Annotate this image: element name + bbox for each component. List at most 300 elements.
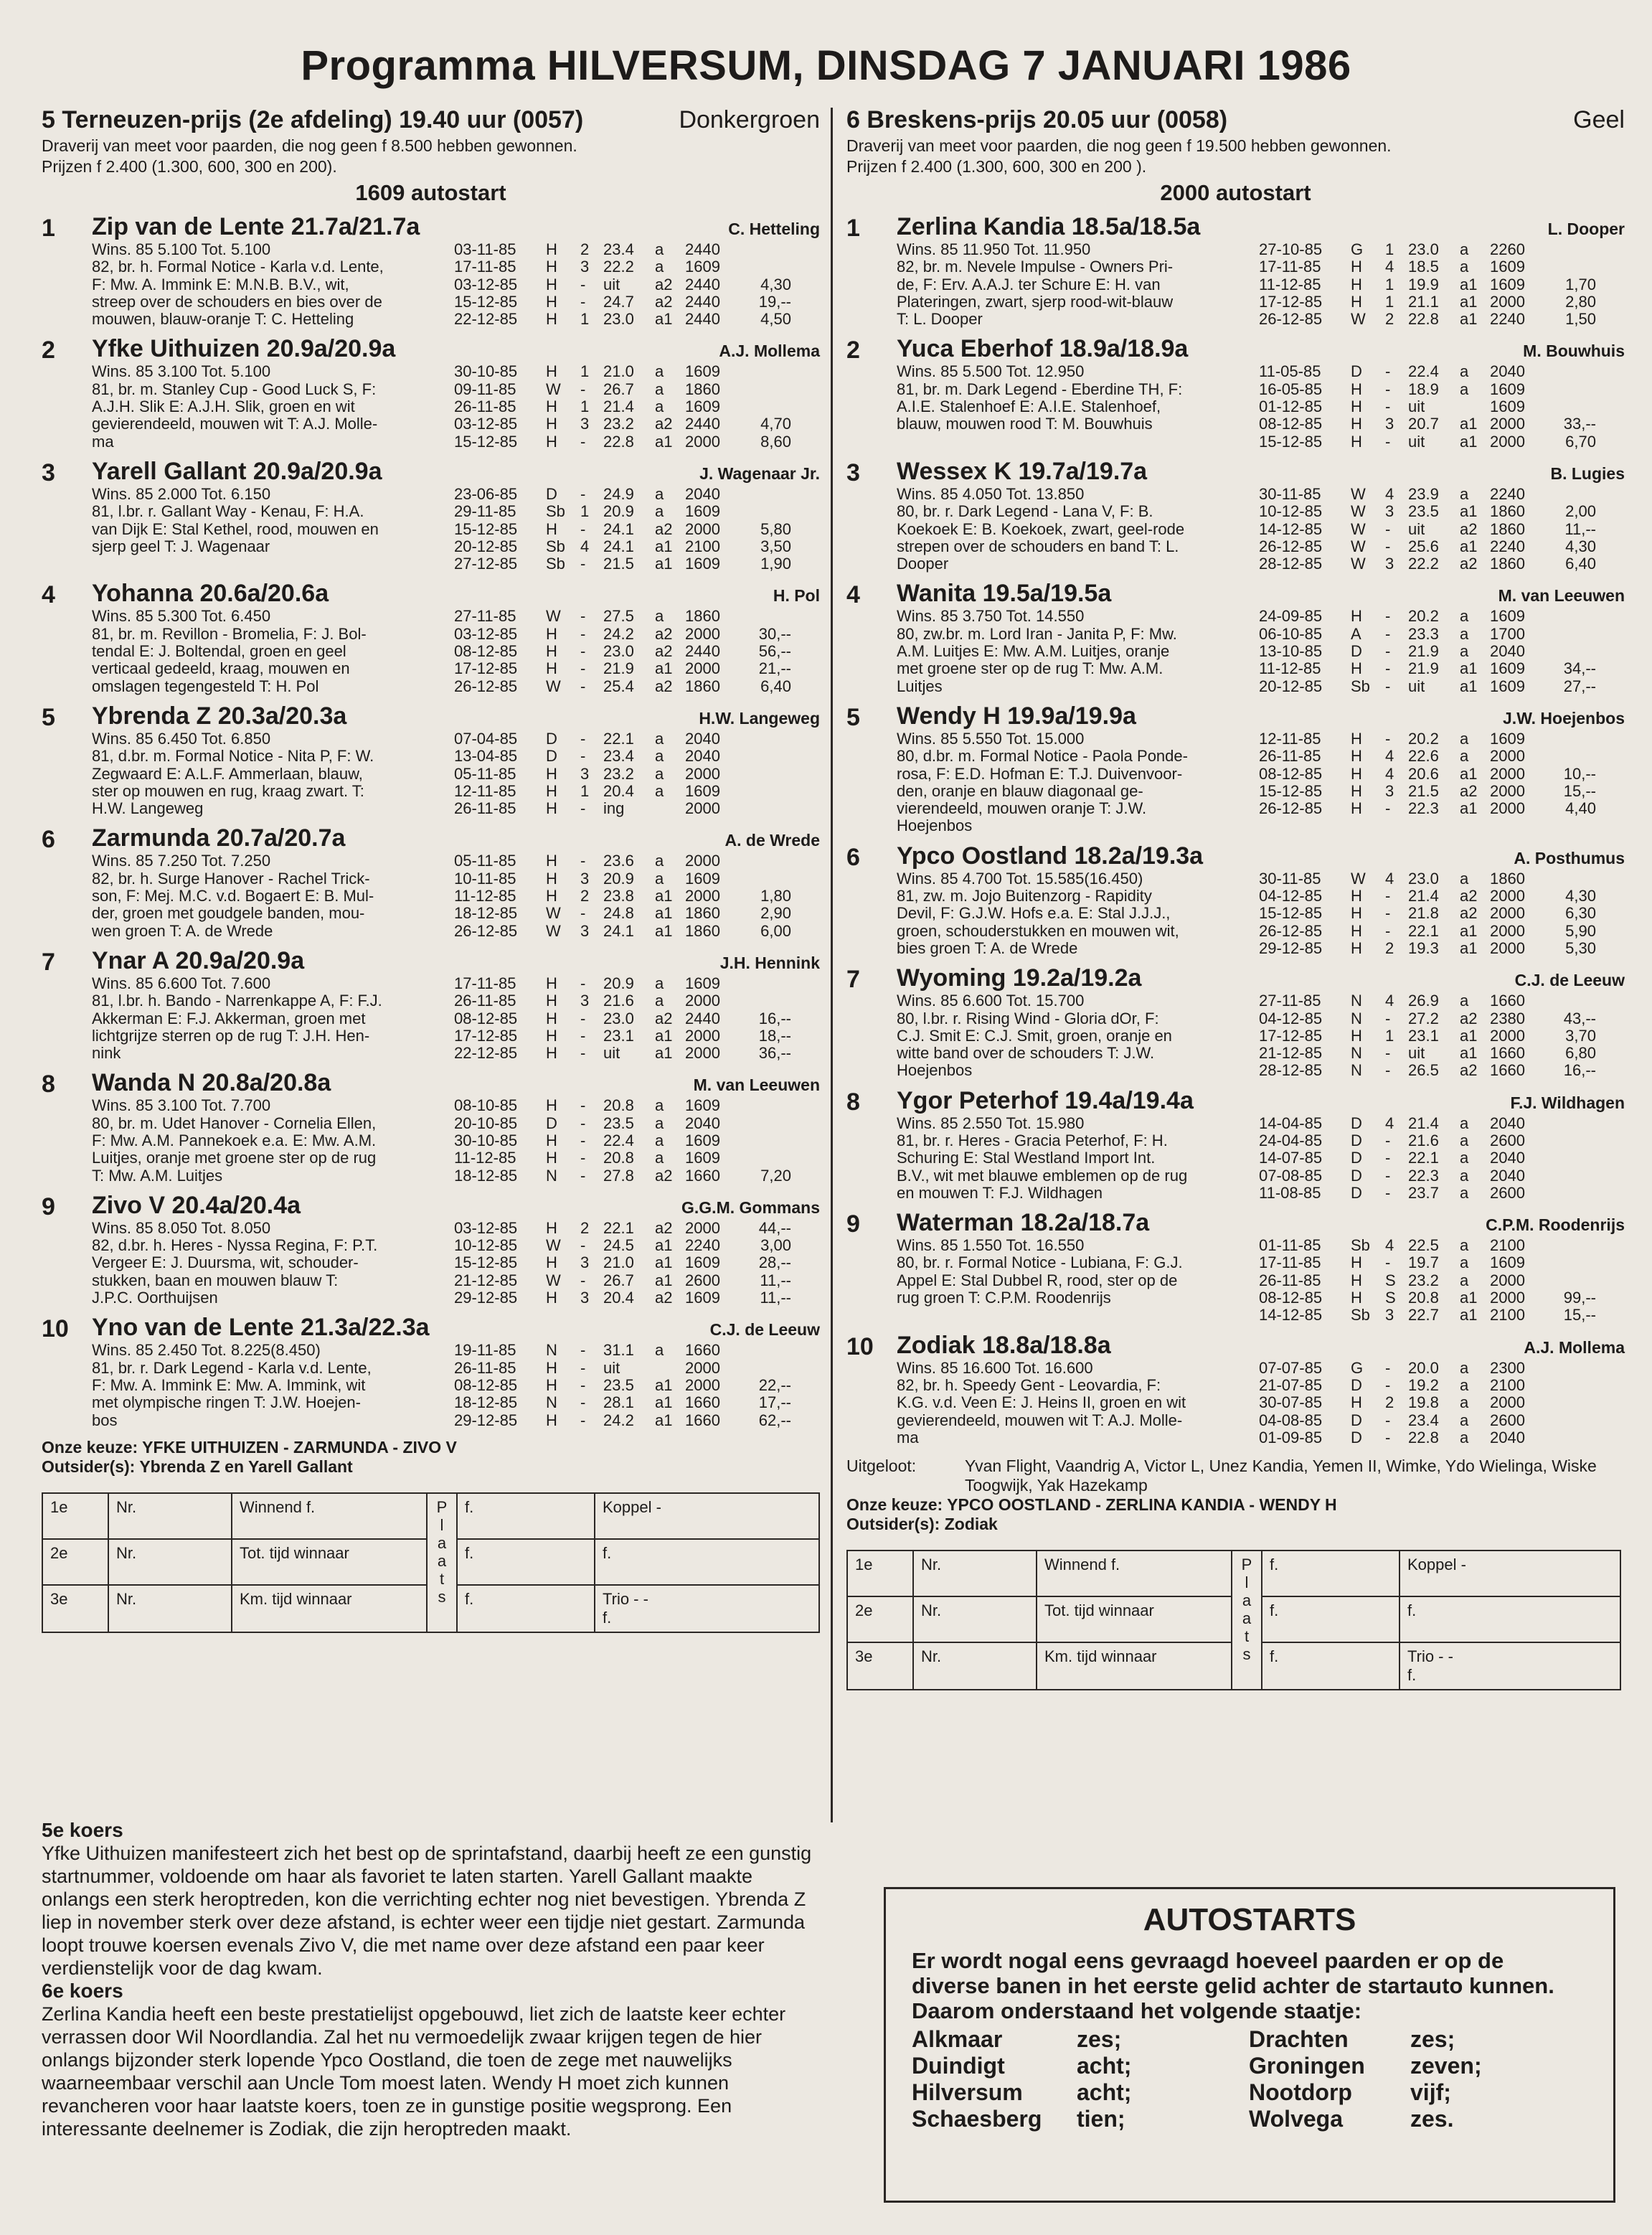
result-cell: 26-12-85 xyxy=(1259,537,1323,555)
result-cell: - xyxy=(580,974,586,992)
result-cell: 10-12-85 xyxy=(1259,502,1323,521)
place-cell: 2e xyxy=(42,1539,108,1585)
result-cell: a xyxy=(1460,1166,1469,1185)
result-cell: 3,50 xyxy=(760,537,791,555)
result-cell: 1660 xyxy=(685,1341,720,1360)
result-cell: - xyxy=(580,292,586,311)
result-cell: a1 xyxy=(655,1026,673,1045)
horse-content xyxy=(92,1342,820,1429)
horse-content xyxy=(92,975,820,1062)
horse-info-line: lichtgrijze sterren op de rug T: J.H. Hen- xyxy=(92,1026,370,1045)
result-cell: - xyxy=(1385,677,1391,695)
extra-label: Trio - - xyxy=(603,1589,648,1608)
result-cell: 26-11-85 xyxy=(454,992,516,1010)
autostarts-title: AUTOSTARTS xyxy=(1143,1902,1356,1937)
horse-results xyxy=(1259,608,1625,695)
result-row xyxy=(454,1360,820,1377)
extra-cell xyxy=(1400,1551,1620,1596)
result-cell: 07-04-85 xyxy=(454,729,518,748)
result-cell: a xyxy=(655,869,664,888)
result-row xyxy=(454,276,820,293)
result-cell: H xyxy=(1351,799,1362,818)
result-cell: 2000 xyxy=(685,992,720,1010)
horse-body xyxy=(92,335,820,450)
result-cell xyxy=(1546,1412,1596,1429)
horse-number: 3 xyxy=(42,458,55,486)
result-cell: 2000 xyxy=(1490,1289,1525,1307)
result-row xyxy=(454,888,820,905)
extra-label: Koppel - xyxy=(1407,1556,1466,1574)
result-cell: H xyxy=(1351,292,1362,311)
horse-trainer: M. van Leeuwen xyxy=(693,1076,820,1095)
result-cell: 22-12-85 xyxy=(454,1044,518,1063)
result-row xyxy=(454,766,820,783)
plaats-letter: a xyxy=(437,1533,447,1552)
result-cell: 26-11-85 xyxy=(454,799,516,818)
result-cell: 19.2 xyxy=(1408,1375,1439,1394)
result-cell: 2040 xyxy=(1490,1428,1525,1446)
result-cell: D xyxy=(1351,642,1362,661)
horse-top xyxy=(92,213,820,241)
horse-name: Ynar A 20.9a/20.9a xyxy=(92,946,305,974)
horse-entry xyxy=(42,702,820,817)
result-row xyxy=(1259,1045,1625,1062)
result-cell: 27,-- xyxy=(1563,677,1596,695)
result-cell: 1,50 xyxy=(1565,310,1596,329)
result-cell: 4,30 xyxy=(1565,887,1596,905)
result-cell: - xyxy=(1385,659,1391,678)
result-cell: a xyxy=(1460,1149,1469,1167)
result-cell: - xyxy=(580,484,586,503)
result-cell: 1609 xyxy=(685,974,720,992)
horse-info-line: Wins. 85 11.950 Tot. 11.950 xyxy=(897,240,1091,258)
result-cell: a xyxy=(1460,362,1469,381)
result-cell: 4 xyxy=(1385,1236,1394,1255)
race-color: Geel xyxy=(1573,106,1625,133)
result-cell: 1609 xyxy=(685,502,720,521)
horse-body xyxy=(897,580,1625,695)
horse-top xyxy=(897,213,1625,241)
horse-entry xyxy=(846,335,1625,450)
result-cell: 1609 xyxy=(1490,1253,1525,1272)
result-cell: 22.1 xyxy=(1408,921,1439,940)
result-cell: a1 xyxy=(655,1375,673,1394)
race-distance: 1609 autostart xyxy=(355,180,506,205)
result-cell: 03-12-85 xyxy=(454,1218,518,1237)
nr-cell: Nr. xyxy=(913,1596,1037,1642)
result-cell: 2000 xyxy=(1490,747,1525,766)
result-cell: 6,40 xyxy=(1565,555,1596,573)
result-row xyxy=(1259,888,1625,905)
result-cell: a xyxy=(655,1114,664,1132)
result-cell: 2000 xyxy=(685,1026,720,1045)
result-cell: H xyxy=(546,1289,557,1307)
result-cell: 23.0 xyxy=(603,310,634,329)
result-cell: uit xyxy=(603,1044,620,1063)
result-cell: 20.8 xyxy=(603,1149,634,1167)
horse-info-line: Wins. 85 5.500 Tot. 12.950 xyxy=(897,362,1085,381)
result-cell: a xyxy=(655,764,664,783)
result-cell: 1 xyxy=(580,781,590,800)
result-cell: 20.4 xyxy=(603,1289,634,1307)
result-cell: 1609 xyxy=(1490,380,1525,398)
result-cell: 3 xyxy=(580,415,590,433)
result-cell: 3 xyxy=(580,1289,590,1307)
result-cell: - xyxy=(1385,432,1391,451)
result-cell: - xyxy=(580,1044,586,1063)
result-cell: 3 xyxy=(1385,555,1394,573)
track-cell: vijf; xyxy=(1410,2079,1451,2105)
result-row xyxy=(1259,1254,1625,1271)
result-cell: 1609 xyxy=(685,555,720,573)
race-color: Donkergroen xyxy=(679,106,820,133)
result-cell: a1 xyxy=(655,887,673,905)
result-cell: 17,-- xyxy=(758,1393,791,1412)
horse-results xyxy=(1259,730,1625,835)
result-row xyxy=(454,992,820,1010)
result-row xyxy=(454,852,820,870)
horse-info-line: Wins. 85 5.300 Tot. 6.450 xyxy=(92,607,271,626)
result-cell: a xyxy=(655,974,664,992)
result-cell: - xyxy=(580,799,586,818)
result-cell: 2 xyxy=(580,240,590,258)
result-cell: - xyxy=(1385,799,1391,818)
result-cell: 2000 xyxy=(1490,764,1525,783)
result-cell: 13-04-85 xyxy=(454,747,518,766)
result-cell: 17-11-85 xyxy=(1259,1253,1321,1272)
horse-info-line: B.V., wit met blauwe emblemen op de rug xyxy=(897,1166,1188,1185)
result-cell: 2440 xyxy=(685,415,720,433)
result-cell: a1 xyxy=(1460,1026,1478,1045)
extra-label: f. xyxy=(1407,1666,1417,1685)
result-cell xyxy=(1546,730,1596,748)
result-cell: 26-11-85 xyxy=(1259,1271,1321,1289)
result-table xyxy=(42,1492,820,1633)
result-cell: 22.6 xyxy=(1408,747,1439,766)
race-description: Draverij van meet voor paarden, die nog geen f 8.500 hebben gewonnen. xyxy=(42,136,577,155)
our-choice: Onze keuze: YFKE UITHUIZEN - ZARMUNDA - ZIVO V xyxy=(42,1437,457,1457)
horse-info-line: Hoejenbos xyxy=(897,817,973,835)
nr-cell: Nr. xyxy=(108,1539,232,1585)
result-cell: 24.2 xyxy=(603,624,634,643)
result-cell xyxy=(1546,1394,1596,1411)
result-cell: H xyxy=(1351,258,1362,276)
result-cell: a2 xyxy=(655,1289,673,1307)
result-cell: D xyxy=(1351,1375,1362,1394)
horse-info-line: tendal E: J. Boltendal, groen en geel xyxy=(92,642,346,661)
result-cell: W xyxy=(546,921,561,940)
result-cell: 23.4 xyxy=(603,747,634,766)
horse-number: 9 xyxy=(846,1210,860,1238)
horse-results xyxy=(454,730,820,817)
result-cell: - xyxy=(580,1026,586,1045)
horse-trainer: A.J. Mollema xyxy=(1524,1337,1625,1357)
result-cell: a xyxy=(1460,992,1469,1010)
horse-info-line: 81, d.br. m. Formal Notice - Nita P, F: W. xyxy=(92,747,374,766)
result-cell: 27-11-85 xyxy=(1259,992,1321,1010)
result-row xyxy=(1259,363,1625,380)
result-row xyxy=(1259,381,1625,398)
horse-info-line: Wins. 85 6.600 Tot. 15.700 xyxy=(897,992,1085,1010)
result-cell: 22-12-85 xyxy=(454,310,518,329)
result-cell: 20.9 xyxy=(603,502,634,521)
result-row xyxy=(1259,660,1625,677)
result-cell: 28,-- xyxy=(758,1253,791,1272)
horse-info-line: 81, br. m. Stanley Cup - Good Luck S, F: xyxy=(92,380,377,398)
result-row xyxy=(454,433,820,451)
result-cell: 2000 xyxy=(685,1375,720,1394)
result-cell: - xyxy=(580,1131,586,1149)
result-table xyxy=(846,1550,1621,1690)
result-cell: a1 xyxy=(655,921,673,940)
result-cell: 3 xyxy=(580,258,590,276)
result-cell: 43,-- xyxy=(1563,1009,1596,1027)
result-cell xyxy=(741,381,791,398)
result-cell: uit xyxy=(603,1358,620,1377)
result-cell: a2 xyxy=(1460,904,1478,923)
result-cell: 30-11-85 xyxy=(1259,484,1321,503)
plaats-letter: a xyxy=(437,1551,447,1570)
result-cell: 2600 xyxy=(1490,1131,1525,1149)
result-cell: 3 xyxy=(580,1253,590,1272)
result-cell: a2 xyxy=(655,519,673,538)
horse-name: Yohanna 20.6a/20.6a xyxy=(92,580,329,608)
result-row xyxy=(1259,293,1625,311)
result-cell: 2600 xyxy=(685,1271,720,1289)
horse-body xyxy=(92,580,820,695)
track-cell: Alkmaar xyxy=(912,2026,1003,2052)
result-cell: H xyxy=(1351,764,1362,783)
result-cell: 3 xyxy=(1385,781,1394,800)
result-row xyxy=(1259,870,1625,888)
horse-info-line: mouwen, blauw-oranje T: C. Hetteling xyxy=(92,310,354,329)
result-cell xyxy=(1546,1254,1596,1271)
result-row xyxy=(1259,1149,1625,1167)
horse-results xyxy=(454,1220,820,1307)
result-cell: a1 xyxy=(655,1253,673,1272)
horse-info-line: Vergeer E: J. Duursma, wit, schouder- xyxy=(92,1253,359,1272)
horse-content xyxy=(897,363,1625,450)
result-cell: 30-07-85 xyxy=(1259,1393,1323,1412)
result-cell: a xyxy=(655,397,664,416)
result-cell: - xyxy=(1385,921,1391,940)
result-cell: a2 xyxy=(1460,1061,1478,1080)
result-cell: 20.9 xyxy=(603,869,634,888)
horse-info-line: 82, br. h. Surge Hanover - Rachel Trick- xyxy=(92,869,370,888)
result-cell: 2440 xyxy=(685,292,720,311)
result-cell: N xyxy=(546,1166,557,1185)
amount-cell: f. xyxy=(457,1539,595,1585)
horse-info-line: ma xyxy=(92,432,114,451)
result-cell xyxy=(741,503,791,520)
result-cell: 26-12-85 xyxy=(454,677,518,695)
result-cell: 11,-- xyxy=(760,1289,791,1307)
result-cell: 2040 xyxy=(1490,1114,1525,1132)
result-cell xyxy=(1546,1149,1596,1167)
result-cell: a2 xyxy=(655,642,673,661)
result-cell: a xyxy=(655,380,664,398)
result-cell: 4 xyxy=(1385,764,1394,783)
horse-info xyxy=(92,241,454,328)
horse-info-line: Wins. 85 5.550 Tot. 15.000 xyxy=(897,729,1085,748)
result-row xyxy=(1259,608,1625,625)
horse-top xyxy=(897,842,1625,870)
result-row xyxy=(454,783,820,800)
horse-info xyxy=(897,363,1259,450)
result-cell: 27-10-85 xyxy=(1259,240,1323,258)
horse-content xyxy=(92,1220,820,1307)
result-cell: - xyxy=(1385,1428,1391,1446)
result-cell: H xyxy=(1351,1271,1362,1289)
track-cell: acht; xyxy=(1077,2053,1132,2079)
result-cell: 34,-- xyxy=(1563,659,1596,678)
result-cell: - xyxy=(580,1236,586,1255)
result-row xyxy=(454,870,820,888)
result-cell: 12-11-85 xyxy=(1259,729,1321,748)
result-cell: 36,-- xyxy=(758,1044,791,1063)
track-cell: Nootdorp xyxy=(1249,2079,1352,2105)
result-cell: 2000 xyxy=(1490,799,1525,818)
horse-body xyxy=(92,1314,820,1429)
result-cell: a xyxy=(655,1341,664,1360)
result-cell: 07-07-85 xyxy=(1259,1358,1323,1377)
horse-info-line: verticaal gedeeld, kraag, mouwen en xyxy=(92,659,350,678)
horse-info-line: Wins. 85 4.050 Tot. 13.850 xyxy=(897,484,1085,503)
result-cell: 20.8 xyxy=(603,1096,634,1115)
result-cell: 1860 xyxy=(685,380,720,398)
horse-content xyxy=(92,1097,820,1184)
result-cell: 23.3 xyxy=(1408,624,1439,643)
result-cell: 2240 xyxy=(1490,537,1525,555)
result-cell xyxy=(741,766,791,783)
track-cell: Duindigt xyxy=(912,2053,1005,2079)
result-cell: H xyxy=(546,240,557,258)
result-cell xyxy=(1546,1360,1596,1377)
result-cell: H xyxy=(1351,397,1362,416)
horse-top xyxy=(897,702,1625,730)
extra-cell xyxy=(595,1539,819,1585)
result-cell: 18.5 xyxy=(1408,258,1439,276)
result-row xyxy=(1259,1429,1625,1446)
result-cell: a1 xyxy=(1460,764,1478,783)
result-cell: 15,-- xyxy=(1563,781,1596,800)
result-cell: 11-05-85 xyxy=(1259,362,1321,381)
horse-info-line: C.J. Smit E: C.J. Smit, groen, oranje en xyxy=(897,1026,1172,1045)
result-cell: 4 xyxy=(1385,258,1394,276)
result-cell: 13-10-85 xyxy=(1259,642,1323,661)
result-cell: 1860 xyxy=(1490,555,1525,573)
result-cell: H xyxy=(1351,432,1362,451)
result-cell: 01-09-85 xyxy=(1259,1428,1323,1446)
result-row xyxy=(1259,1010,1625,1027)
result-row xyxy=(1259,1377,1625,1394)
result-cell: 1,90 xyxy=(760,555,791,573)
result-row xyxy=(454,730,820,748)
place-cell: 3e xyxy=(42,1585,108,1632)
result-cell: 14-12-85 xyxy=(1259,1306,1323,1324)
result-cell: 3,00 xyxy=(760,1236,791,1255)
horse-top xyxy=(92,335,820,363)
result-row xyxy=(454,923,820,940)
result-cell: - xyxy=(1385,642,1391,661)
horse-trainer: J.H. Hennink xyxy=(719,953,820,972)
result-row xyxy=(1259,766,1625,783)
result-cell: a xyxy=(655,781,664,800)
result-row xyxy=(1259,258,1625,276)
horse-info-line: streep over de schouders en bies over de xyxy=(92,292,382,311)
result-cell xyxy=(741,1097,791,1114)
horse-number: 5 xyxy=(846,703,860,731)
result-row xyxy=(454,503,820,520)
result-cell xyxy=(655,1360,685,1377)
result-row xyxy=(1259,1412,1625,1429)
result-row xyxy=(1259,276,1625,293)
result-cell: 2000 xyxy=(685,799,720,818)
result-cell: 05-11-85 xyxy=(454,764,516,783)
result-cell: 21.8 xyxy=(1408,904,1439,923)
horse-entry xyxy=(846,702,1625,835)
result-cell: a2 xyxy=(655,1218,673,1237)
plaats-cell xyxy=(1232,1551,1262,1690)
result-cell: 4,70 xyxy=(760,415,791,433)
result-cell: a2 xyxy=(1460,887,1478,905)
result-cell: a1 xyxy=(1460,1289,1478,1307)
result-cell: H xyxy=(1351,887,1362,905)
result-row xyxy=(1259,1167,1625,1185)
result-cell: 25.4 xyxy=(603,677,634,695)
result-cell: 2040 xyxy=(685,1114,720,1132)
result-cell: - xyxy=(1385,519,1391,538)
result-cell: a xyxy=(1460,747,1469,766)
result-cell: 2000 xyxy=(685,1044,720,1063)
result-cell: a1 xyxy=(655,432,673,451)
result-cell: 4,50 xyxy=(760,310,791,329)
race-prizes: Prijzen f 2.400 (1.300, 600, 300 en 200). xyxy=(42,157,337,176)
amount-cell: f. xyxy=(1262,1642,1400,1690)
race-5-column xyxy=(42,106,820,1633)
race-header xyxy=(846,106,1625,134)
result-cell: - xyxy=(1385,1253,1391,1272)
result-cell xyxy=(1546,363,1596,380)
result-row xyxy=(1259,538,1625,555)
result-cell: 26-12-85 xyxy=(1259,799,1323,818)
result-cell: 15-12-85 xyxy=(454,1253,518,1272)
result-cell: H xyxy=(1351,1253,1362,1272)
result-cell: 26-11-85 xyxy=(454,397,516,416)
result-cell xyxy=(1546,870,1596,888)
extra-cell xyxy=(1400,1596,1620,1642)
result-cell: H xyxy=(1351,415,1362,433)
result-cell: a xyxy=(1460,1428,1469,1446)
horse-results xyxy=(454,363,820,450)
result-cell: a1 xyxy=(655,1393,673,1412)
result-cell: H xyxy=(1351,938,1362,957)
result-cell: 2380 xyxy=(1490,1009,1525,1027)
horse-number: 6 xyxy=(42,826,55,854)
result-cell: W xyxy=(546,607,561,626)
horse-entry xyxy=(42,1192,820,1307)
result-cell: a xyxy=(1460,240,1469,258)
horse-content xyxy=(897,992,1625,1079)
result-cell: 3 xyxy=(580,992,590,1010)
result-cell: 1609 xyxy=(685,397,720,416)
result-cell: 1609 xyxy=(685,869,720,888)
nr-cell: Nr. xyxy=(108,1493,232,1539)
result-cell: H xyxy=(1351,729,1362,748)
result-cell: 27.5 xyxy=(603,607,634,626)
result-cell: 2440 xyxy=(685,1009,720,1027)
horse-body xyxy=(897,842,1625,957)
